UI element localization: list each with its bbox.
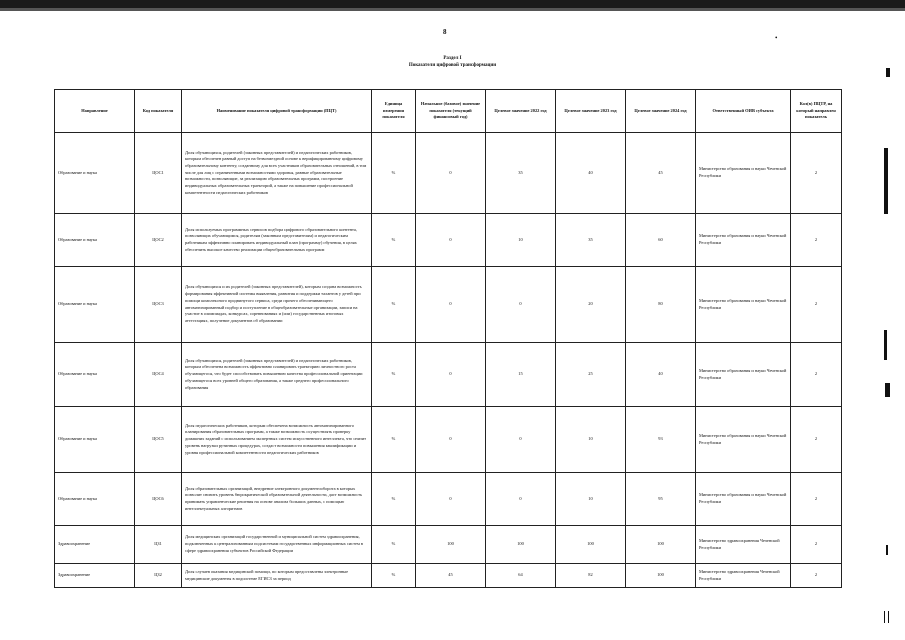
table-row [55,526,842,564]
cell-2022: 100 [486,526,556,564]
cell-responsible: Министерство образования и науки Чеченской Республики [696,133,791,214]
cell-2022: 64 [486,564,556,588]
table-row [55,564,842,588]
cell-count: 2 [791,564,842,588]
cell-direction: Образование и наука [55,267,135,343]
cell-2023: 10 [556,473,626,526]
cell-base: 0 [416,267,486,343]
cell-responsible: Министерство образования и науки Чеченской Республики [696,473,791,526]
cell-count: 2 [791,526,842,564]
cell-responsible: Министерство образования и науки Чеченской Республики [696,407,791,473]
scan-edge-mark [885,383,890,397]
cell-count: 2 [791,407,842,473]
cell-2024: 45 [626,133,696,214]
header-code: Код показателя [135,90,182,133]
cell-name: Доля обучающихся и их родителей (законных представителей), которым создана возможность формирования эффективной системы выявления, развития и поддержки талантов у детей при помощи комплексного продвинутого сервиса, среди прочего обеспечивающего автоматизированный подбор и поступление в общеобразовательные организации, записи на участие в олимпиадах, конкурсах, соревнованиях и (или) государственных итоговых аттестациях, получение документов об образовании [182,267,372,343]
cell-2022: 0 [486,473,556,526]
cell-count: 2 [791,133,842,214]
cell-2024: 95 [626,473,696,526]
cell-2022: 0 [486,267,556,343]
header-count: Кол(в) ПЦТР, на который направлен показатель [791,90,842,133]
cell-2022: 10 [486,214,556,267]
cell-responsible: Министерство образования и науки Чеченской Республики [696,267,791,343]
cell-direction: Образование и наука [55,214,135,267]
scan-edge-mark [888,611,889,623]
indicators-table [54,89,842,588]
cell-2023: 35 [556,214,626,267]
cell-count: 2 [791,214,842,267]
cell-code: ЦОС4 [135,343,182,407]
table-row [55,214,842,267]
cell-count: 2 [791,473,842,526]
table-row [55,343,842,407]
cell-responsible: Министерство здравоохранения Чеченской Республики [696,526,791,564]
cell-2024: 100 [626,564,696,588]
cell-unit: % [372,473,416,526]
cell-responsible: Министерство образования и науки Чеченской Республики [696,343,791,407]
cell-code: ЦОС5 [135,407,182,473]
cell-base: 100 [416,526,486,564]
cell-direction: Образование и наука [55,407,135,473]
cell-responsible: Министерство здравоохранения Чеченской Республики [696,564,791,588]
cell-2023: 10 [556,407,626,473]
cell-base: 45 [416,564,486,588]
cell-direction: Образование и наука [55,343,135,407]
scan-top-border-shadow [0,8,905,11]
cell-name: Доля обучающихся, родителей (законных представителей) и педагогических работников, которым обеспечена возможность эффективно планировать траекторию личностного роста обучающегося, что будет способствовать повышению качества профессиональной ориентации обучающегося всех уровней общего образования, а также среднего профессионального образования [182,343,372,407]
cell-name: Доля обучающихся, родителей (законных представителей) и педагогических работников, которым обеспечен равный доступ на безвозмездной основе к верифицированному цифровому образовательному контенту, созданному для всех участников образовательных отношений, в том числе для лиц с ограниченными возможностями здоровья, равные образовательные возможности, позволяющие, за реализацию образовательных программ, построение индивидуальных образовательных траекторий, а также на повышение профессиональной компетентности педагогических работников [182,133,372,214]
scan-edge-mark [886,545,888,555]
cell-base: 0 [416,407,486,473]
cell-2024: 40 [626,343,696,407]
header-name: Наименование показателя цифровой трансформации (ПЦТ) [182,90,372,133]
cell-2024: 60 [626,214,696,267]
cell-2023: 100 [556,526,626,564]
table-header-row [55,90,842,133]
cell-2023: 25 [556,343,626,407]
cell-2022: 35 [486,133,556,214]
cell-unit: % [372,564,416,588]
cell-code: ЦОС6 [135,473,182,526]
table-row [55,473,842,526]
scan-edge-mark [884,330,887,360]
cell-name: Доля используемых программных сервисов подбора цифрового образовательного контента, позволяющих обучающимся, родителям (законным представителям) и педагогическим работникам эффективно планировать индивидуальный план (программу) обучения, в целях обеспечить высокое качество реализации общеобразовательных программ [182,214,372,267]
cell-code: ЦЗ1 [135,526,182,564]
cell-name: Доля образовательных организаций, внедрение электронного документооборота в которых позволит снизить уровень бюрократической образовательной деятельности, даст возможность принимать управленческие решения на основе анализа больших данных, с помощью интеллектуальных алгоритмов [182,473,372,526]
cell-base: 0 [416,133,486,214]
table-row [55,267,842,343]
header-2024: Целевое значение 2024 год [626,90,696,133]
cell-count: 2 [791,267,842,343]
cell-direction: Образование и наука [55,473,135,526]
cell-direction: Образование и наука [55,133,135,214]
header-responsible: Ответственный ОИВ субъекта [696,90,791,133]
cell-unit: % [372,407,416,473]
cell-base: 0 [416,214,486,267]
cell-direction: Здравоохранение [55,526,135,564]
cell-unit: % [372,267,416,343]
cell-unit: % [372,133,416,214]
cell-base: 0 [416,343,486,407]
scan-edge-mark [884,148,888,214]
header-direction: Направление [55,90,135,133]
cell-code: ЦОС3 [135,267,182,343]
scan-dot-mark: • [775,34,778,42]
cell-name: Доля случаев оказания медицинской помощи, по которым предоставлены электронные медицинские документы в подсистеме ЕГИСЗ за период [182,564,372,588]
scan-edge-mark [884,611,885,623]
header-unit: Единица измерения показателя [372,90,416,133]
cell-code: ЦОС2 [135,214,182,267]
cell-2023: 40 [556,133,626,214]
cell-2023: 82 [556,564,626,588]
section-subtitle: Показатели цифровой трансформации [408,63,497,68]
cell-2022: 15 [486,343,556,407]
cell-code: ЦОС1 [135,133,182,214]
cell-name: Доля педагогических работников, которым обеспечена возможность автоматизированного планирования образовательных программ, а также возможность осуществлять проверку домашних заданий с использованием экспертных систем искусственного интеллекта, что снизит уровень нагрузки рутинных процедурах, создаст возможности повышения квалификации и уровня профессиональной компетентности педагогических работников [182,407,372,473]
cell-2022: 0 [486,407,556,473]
table-row [55,407,842,473]
cell-base: 0 [416,473,486,526]
cell-code: ЦЗ2 [135,564,182,588]
page-number: 8 [443,28,447,36]
header-2022: Целевое значение 2022 год [486,90,556,133]
cell-2024: 80 [626,267,696,343]
cell-name: Доля медицинских организаций государственной и муниципальной систем здравоохранения, подключенных к централизованным подсистемам государственных информационных систем в сфере здравоохранения субъектов Российской Федерации [182,526,372,564]
scan-edge-mark [886,68,890,77]
cell-2024: 100 [626,526,696,564]
header-base: Начальное (базовое) значение показателя (текущий финансовый год) [416,90,486,133]
cell-count: 2 [791,343,842,407]
cell-unit: % [372,214,416,267]
scan-top-border [0,0,905,8]
cell-2023: 20 [556,267,626,343]
header-2023: Целевое значение 2023 год [556,90,626,133]
cell-responsible: Министерство образования и науки Чеченской Республики [696,214,791,267]
cell-2024: 93 [626,407,696,473]
cell-unit: % [372,343,416,407]
cell-unit: % [372,526,416,564]
table-row [55,133,842,214]
cell-direction: Здравоохранение [55,564,135,588]
section-title: Раздел I [443,56,462,61]
